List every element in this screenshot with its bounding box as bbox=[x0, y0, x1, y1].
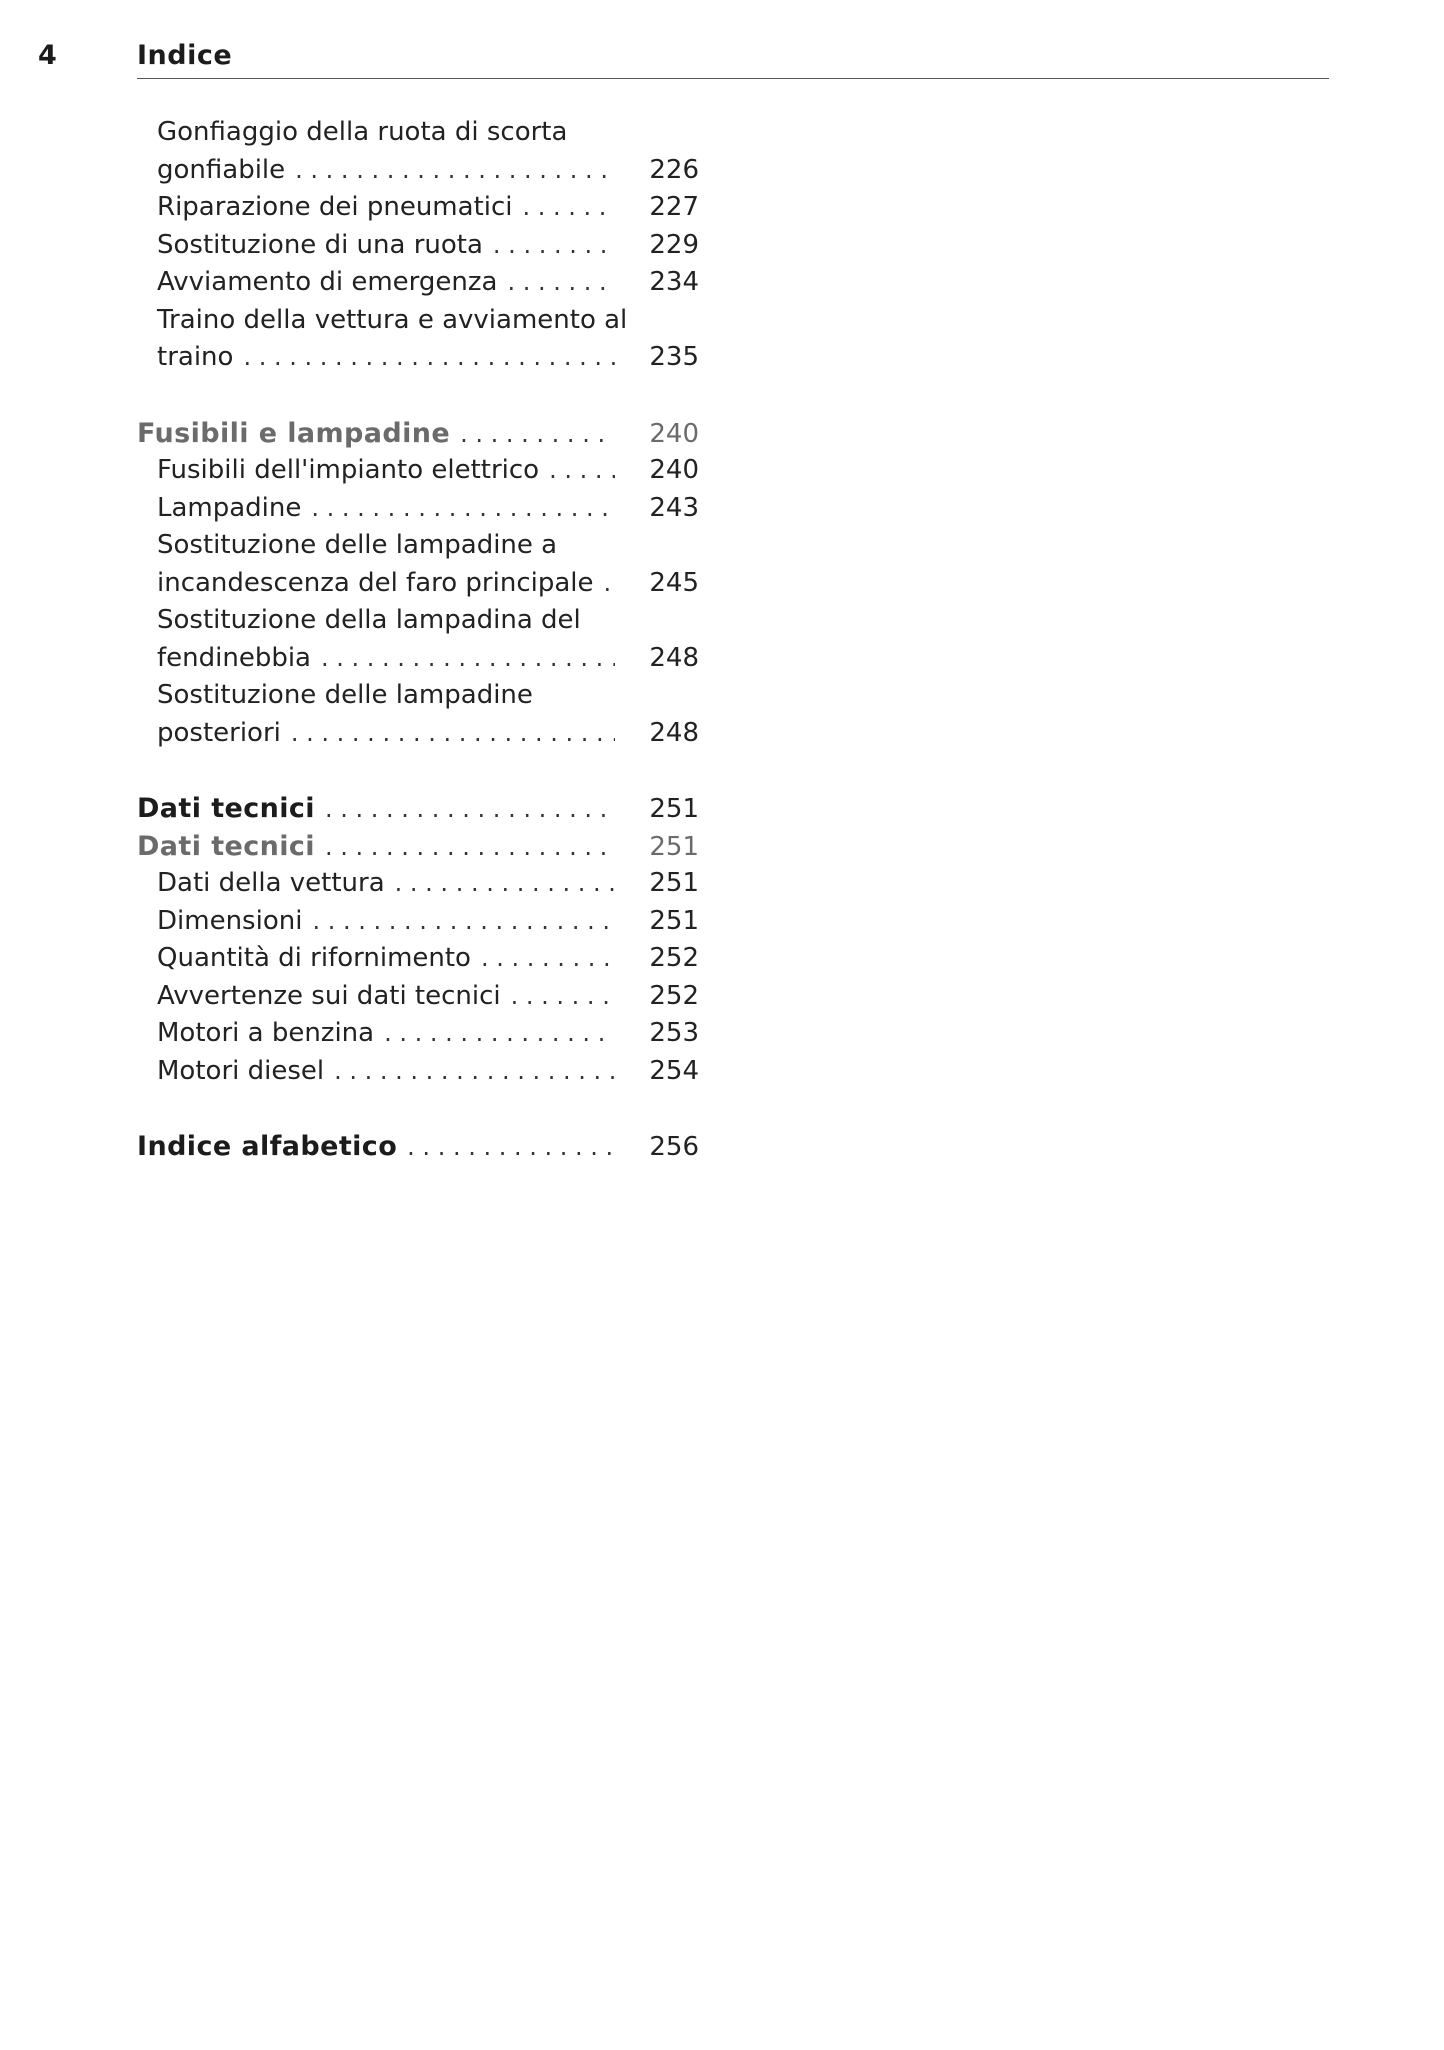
toc-entry-title: Indice alfabetico bbox=[137, 1131, 398, 1162]
toc-entry-title: Sostituzione della lampadina del bbox=[157, 605, 581, 635]
toc-page-number: 240 bbox=[649, 455, 699, 485]
toc-page-number: 248 bbox=[649, 642, 699, 673]
dot-leader bbox=[233, 339, 615, 377]
toc-entry-title: Motori a benzina bbox=[157, 1018, 375, 1048]
dot-leader bbox=[594, 565, 615, 603]
dot-leader bbox=[302, 903, 615, 941]
toc-entry-line bbox=[137, 640, 699, 678]
toc-entry-title: Quantità di rifornimento bbox=[157, 943, 471, 973]
toc-entry-line bbox=[137, 1015, 699, 1053]
toc-entry-title: Dati tecnici bbox=[137, 793, 315, 824]
toc-entry-line bbox=[137, 828, 699, 866]
toc-page-number: 256 bbox=[649, 1132, 699, 1162]
toc-page-number: 251 bbox=[649, 905, 699, 936]
toc-entry-title: Avvertenze sui dati tecnici bbox=[157, 980, 501, 1011]
toc-entry[interactable] bbox=[137, 940, 699, 978]
toc-entry-line bbox=[137, 490, 699, 528]
toc-entry-title: Motori diesel bbox=[157, 1055, 325, 1086]
dot-leader bbox=[501, 978, 615, 1016]
dot-leader bbox=[397, 1129, 615, 1167]
toc-page-number: 252 bbox=[649, 943, 699, 973]
toc-entry-title: gonfiabile bbox=[157, 154, 286, 185]
toc-entry-title: Dimensioni bbox=[157, 905, 303, 936]
toc-entry-line bbox=[137, 339, 699, 377]
toc-page-number: 251 bbox=[649, 794, 699, 824]
toc-section-heading[interactable] bbox=[137, 1128, 699, 1166]
toc-entry-line bbox=[137, 565, 699, 603]
toc-page-number: 227 bbox=[649, 192, 699, 222]
toc-page-number: 234 bbox=[649, 267, 699, 297]
toc-page-number: 254 bbox=[649, 1055, 699, 1086]
toc-entry-line bbox=[137, 1053, 699, 1091]
toc-entry-line bbox=[137, 189, 699, 227]
dot-leader bbox=[315, 791, 615, 829]
toc-page-number: 248 bbox=[649, 717, 699, 748]
toc-entry-title: Dati tecnici bbox=[137, 830, 315, 862]
dot-leader bbox=[385, 865, 615, 903]
toc-section-heading[interactable] bbox=[137, 828, 699, 866]
toc-entry-line bbox=[137, 152, 699, 190]
dot-leader bbox=[301, 490, 615, 528]
toc-entry-line bbox=[137, 790, 699, 828]
toc-entry[interactable] bbox=[137, 677, 699, 752]
toc-entry-line bbox=[137, 527, 699, 565]
toc-page-number: 240 bbox=[649, 418, 699, 449]
toc-entry-title: Sostituzione delle lampadine bbox=[157, 680, 533, 710]
toc-entry[interactable] bbox=[137, 264, 699, 302]
toc-entry[interactable] bbox=[137, 527, 699, 602]
toc-entry-line bbox=[137, 677, 699, 715]
toc-entry-title: traino bbox=[157, 342, 234, 372]
page-title: Indice bbox=[137, 40, 233, 71]
toc-page-number: 251 bbox=[649, 831, 699, 862]
toc-entry-title: Gonfiaggio della ruota di scorta bbox=[157, 117, 568, 147]
toc-entry-line bbox=[137, 715, 699, 753]
toc-entry-line bbox=[137, 978, 699, 1016]
toc-entry-line bbox=[137, 302, 699, 340]
toc-entry[interactable] bbox=[137, 490, 699, 528]
section-spacer bbox=[137, 1090, 727, 1128]
dot-leader bbox=[513, 189, 615, 227]
dot-leader bbox=[374, 1015, 615, 1053]
toc-page-number: 252 bbox=[649, 980, 699, 1011]
dot-leader bbox=[315, 829, 615, 867]
toc-entry-title: posteriori bbox=[157, 717, 281, 748]
toc-page-number: 245 bbox=[649, 567, 699, 598]
toc-entry-line bbox=[137, 452, 699, 490]
dot-leader bbox=[497, 264, 615, 302]
toc-entry[interactable] bbox=[137, 114, 699, 189]
toc-page-number: 229 bbox=[649, 229, 699, 260]
dot-leader bbox=[324, 1053, 615, 1091]
page-number: 4 bbox=[38, 40, 57, 71]
toc-page-number: 251 bbox=[649, 868, 699, 898]
toc-page-number: 235 bbox=[649, 342, 699, 372]
toc-entry[interactable] bbox=[137, 227, 699, 265]
toc-entry-line bbox=[137, 114, 699, 152]
toc-page-number: 253 bbox=[649, 1018, 699, 1048]
toc-entry-line bbox=[137, 227, 699, 265]
toc-entry[interactable] bbox=[137, 1015, 699, 1053]
toc-entry-title: Fusibili dell'impianto elettrico bbox=[157, 455, 540, 485]
dot-leader bbox=[483, 227, 615, 265]
toc-entry-title: Lampadine bbox=[157, 492, 302, 523]
toc-page-number: 243 bbox=[649, 492, 699, 523]
toc-entry-line bbox=[137, 602, 699, 640]
toc-entry-line bbox=[137, 940, 699, 978]
toc-entry[interactable] bbox=[137, 865, 699, 903]
toc-page-number: 226 bbox=[649, 154, 699, 185]
toc-section-heading[interactable] bbox=[137, 790, 699, 828]
section-spacer bbox=[137, 377, 727, 415]
toc-entry[interactable] bbox=[137, 1053, 699, 1091]
toc-entry-line bbox=[137, 1128, 699, 1166]
toc-entry-line bbox=[137, 415, 699, 453]
toc-entry-title: Traino della vettura e avviamento al bbox=[157, 304, 628, 335]
toc-entry-title: incandescenza del faro principale bbox=[157, 567, 594, 598]
toc-entry[interactable] bbox=[137, 302, 699, 377]
table-of-contents bbox=[137, 114, 727, 1166]
toc-entry-title: Sostituzione delle lampadine a bbox=[157, 530, 558, 560]
toc-entry-title: Fusibili e lampadine bbox=[137, 417, 451, 449]
toc-entry-title: Avviamento di emergenza bbox=[157, 267, 498, 297]
toc-entry[interactable] bbox=[137, 978, 699, 1016]
toc-entry-title: Dati della vettura bbox=[157, 868, 385, 898]
header-divider bbox=[137, 78, 1329, 79]
toc-entry[interactable] bbox=[137, 189, 699, 227]
dot-leader bbox=[539, 452, 615, 490]
toc-entry-line bbox=[137, 865, 699, 903]
dot-leader bbox=[281, 715, 615, 753]
toc-entry[interactable] bbox=[137, 452, 699, 490]
section-spacer bbox=[137, 752, 727, 790]
toc-entry-title: Riparazione dei pneumatici bbox=[157, 192, 513, 222]
toc-entry-title: fendinebbia bbox=[157, 642, 311, 673]
dot-leader bbox=[285, 152, 615, 190]
toc-entry[interactable] bbox=[137, 903, 699, 941]
dot-leader bbox=[471, 940, 615, 978]
toc-entry-title: Sostituzione di una ruota bbox=[157, 229, 483, 260]
toc-entry-line bbox=[137, 264, 699, 302]
dot-leader bbox=[311, 640, 615, 678]
toc-entry[interactable] bbox=[137, 602, 699, 677]
dot-leader bbox=[450, 416, 615, 454]
toc-section-heading[interactable] bbox=[137, 415, 699, 453]
toc-entry-line bbox=[137, 903, 699, 941]
